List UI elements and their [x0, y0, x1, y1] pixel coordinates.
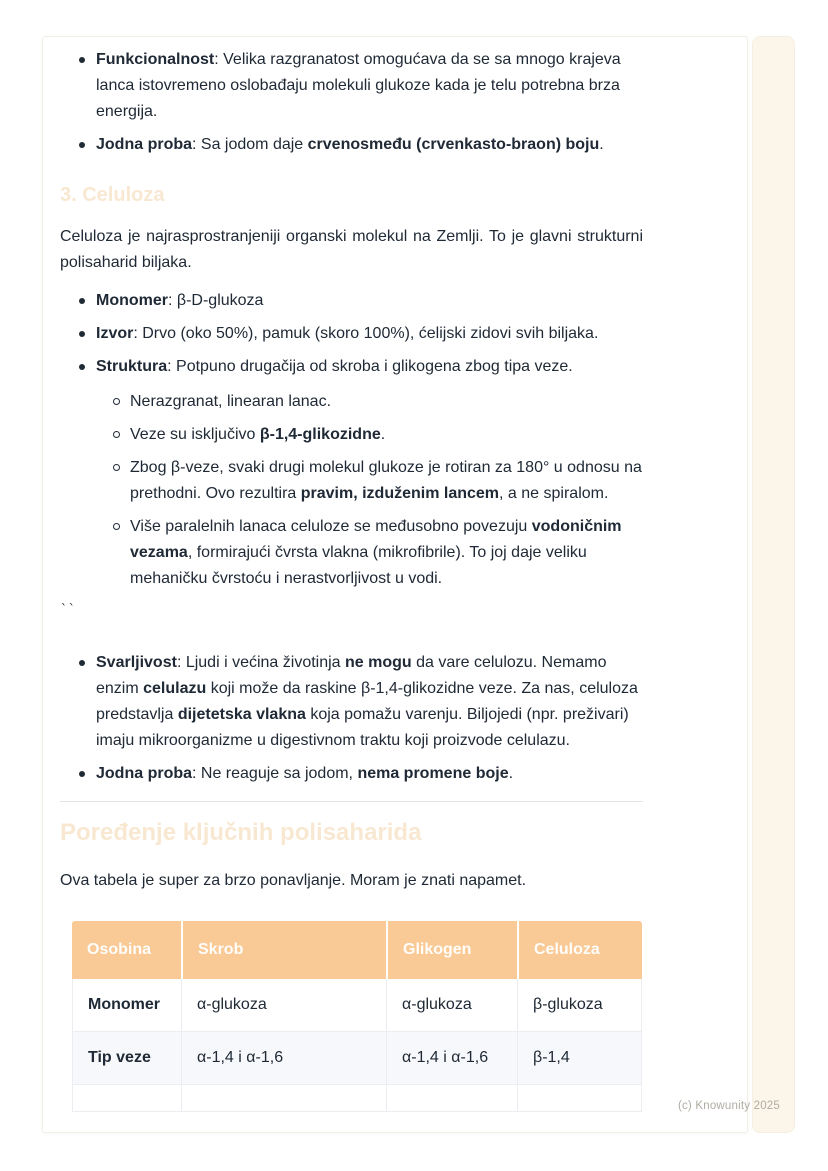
celuloza-intro-paragraph: Celuloza je najrasprostranjeniji organski molekul na Zemlji. To je glavni strukturni polisaharid biljaka.: [60, 228, 643, 271]
section-divider: [60, 801, 643, 802]
list-item: Svarljivost: Ljudi i većina životinja ne mogu da vare celulozu. Nemamo enzim celulazu koji može da raskine β-1,4-glikozidne veze. Za nas, celuloza predstavlja dijetetska vlakna koja pomažu varenju. Biljojedi (npr. preživari) imaju mikroorganizme u digestivnom traktu koji proizvode celulazu.: [60, 650, 643, 754]
list-item: Više paralelnih lanaca celuloze se međusobno povezuju vodoničnim vezama, formirajući čvrsta vlakna (mikrofibrile). To joj daje veliku mehaničku čvrstoću i nerastvorljivost u vodi.: [60, 514, 643, 592]
list-item: Nerazgranat, linearan lanac.: [60, 389, 643, 415]
table-cell: β-1,4: [517, 1032, 642, 1085]
celuloza-bullet-list: [60, 288, 643, 380]
table-header-cell: Celuloza: [517, 921, 642, 979]
bottom-bullet-list: [60, 650, 643, 787]
list-item: Jodna proba: Ne reaguje sa jodom, nema promene boje.: [60, 761, 643, 787]
document-page: [42, 36, 748, 1133]
table-cell: α-glukoza: [386, 979, 517, 1032]
table-row: [72, 979, 642, 1032]
top-bullet-list: [60, 47, 643, 158]
list-item: Izvor: Drvo (oko 50%), pamuk (skoro 100%), ćelijski zidovi svih biljaka.: [60, 321, 643, 347]
struktura-sub-bullet-list: [60, 389, 643, 592]
table-header-cell: Osobina: [72, 921, 181, 979]
table-cell: α-1,4 i α-1,6: [181, 1032, 386, 1085]
list-item: Zbog β-veze, svaki drugi molekul glukoze je rotiran za 180° u odnosu na prethodni. Ovo rezultira pravim, izduženim lancem, a ne spiralom.: [60, 455, 643, 507]
comparison-table: [72, 921, 642, 1112]
table-cell: [181, 1085, 386, 1112]
table-header-cell: Skrob: [181, 921, 386, 979]
page-content: [43, 37, 747, 1112]
list-item: Struktura: Potpuno drugačija od skroba i glikogena zbog tipa veze.: [60, 354, 643, 380]
table-row-label-cell: Monomer: [72, 979, 181, 1032]
section-heading-celuloza: 3. Celuloza: [60, 184, 165, 206]
table-row-label-cell: Tip veze: [72, 1032, 181, 1085]
table-cell: α-1,4 i α-1,6: [386, 1032, 517, 1085]
table-row-label-cell: [72, 1085, 181, 1112]
next-page-preview[interactable]: [752, 36, 795, 1133]
table-cell: [517, 1085, 642, 1112]
table-cell: [386, 1085, 517, 1112]
comparison-intro-paragraph: Ova tabela je super za brzo ponavljanje. Moram je znati napamet.: [60, 872, 527, 889]
list-item: Jodna proba: Sa jodom daje crvenosmeđu (crvenkasto-braon) boju.: [60, 132, 643, 158]
comparison-heading: Poređenje ključnih polisaharida: [60, 819, 422, 846]
stray-backticks: ``: [60, 603, 76, 618]
table-cell: α-glukoza: [181, 979, 386, 1032]
list-item: Funkcionalnost: Velika razgranatost omogućava da se sa mnogo krajeva lanca istovremeno oslobađaju molekuli glukoze kada je telu potrebna brza energija.: [60, 47, 643, 125]
table-body: [72, 979, 642, 1112]
table-header-row: [72, 921, 642, 979]
list-item: Veze su isključivo β-1,4-glikozidne.: [60, 422, 643, 448]
table-header-cell: Glikogen: [386, 921, 517, 979]
table-row: [72, 1032, 642, 1085]
list-item: Monomer: β-D-glukoza: [60, 288, 643, 314]
table-row: [72, 1085, 642, 1112]
table-cell: β-glukoza: [517, 979, 642, 1032]
knowunity-watermark: (c) Knowunity 2025: [677, 1100, 780, 1112]
